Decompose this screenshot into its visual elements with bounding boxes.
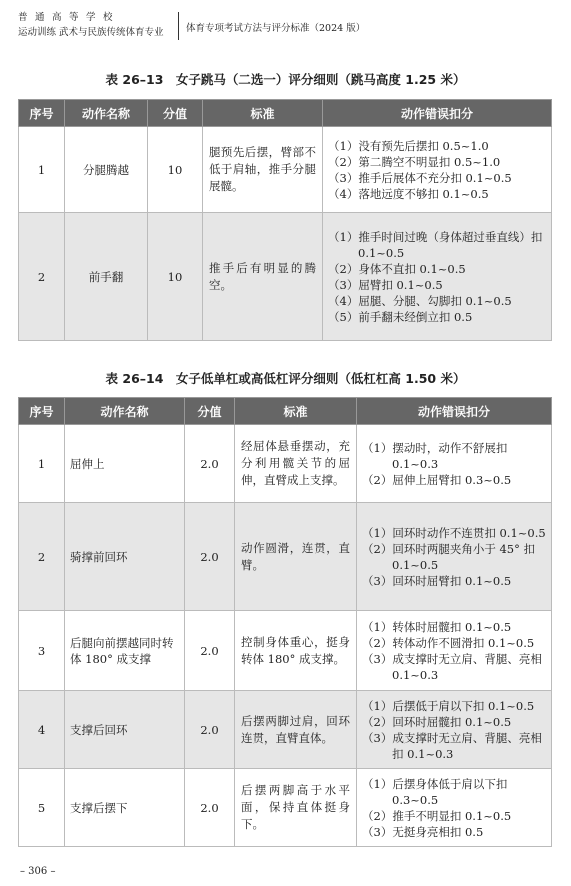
- deduction-item: （3）成支撑时无立肩、背腿、亮相扣 0.1~0.3: [362, 730, 542, 761]
- cell-standard: 控制身体重心，挺身转体 180° 成支撑。: [235, 611, 357, 691]
- cell-name: 支撑后回环: [65, 691, 185, 769]
- table-header-row: [19, 398, 552, 425]
- deduction-item: （2）屈伸上屈臂扣 0.3~0.5: [362, 472, 512, 487]
- table2-caption: 表 26–14 女子低单杠或高低杠评分细则（低杠杠高 1.50 米）: [105, 371, 466, 386]
- cell-standard: 后摆两脚高于水平面，保持直体挺身下。: [235, 769, 357, 847]
- deduction-item: （3）屈臂扣 0.1~0.5: [328, 277, 443, 292]
- cell-no: 2: [19, 213, 65, 341]
- table-vault-scoring: [18, 99, 552, 341]
- deduction-item: （3）回环时屈臂扣 0.1~0.5: [362, 573, 512, 588]
- cell-name: 前手翻: [65, 213, 148, 341]
- deduction-item: （2）转体动作不圆滑扣 0.1~0.5: [362, 635, 535, 650]
- col-header-name: 动作名称: [65, 100, 148, 127]
- deduction-item: （5）前手翻未经倒立扣 0.5: [328, 309, 473, 324]
- cell-name: 分腿腾越: [65, 127, 148, 213]
- col-header-deductions: 动作错误扣分: [357, 398, 552, 425]
- table-row: [19, 769, 552, 847]
- deduction-item: （1）后摆身体低于肩以下扣 0.3~0.5: [362, 776, 508, 807]
- cell-standard: 后摆两脚过肩，回环连贯，直臂直体。: [235, 691, 357, 769]
- deduction-item: （1）摆动时，动作不舒展扣 0.1~0.3: [362, 440, 508, 471]
- header-school: 普通高等学校: [18, 12, 121, 23]
- col-header-standard: 标准: [203, 100, 323, 127]
- header-divider: [178, 12, 179, 40]
- table-row: [19, 127, 552, 213]
- cell-deductions: [323, 213, 552, 341]
- deduction-item: （4）落地远度不够扣 0.1~0.5: [328, 186, 489, 201]
- deduction-item: （1）回环时动作不连贯扣 0.1~0.5: [362, 525, 546, 540]
- cell-score: 2.0: [185, 425, 235, 503]
- deduction-item: （2）第二腾空不明显扣 0.5~1.0: [328, 154, 501, 169]
- cell-no: 2: [19, 503, 65, 611]
- deduction-item: （2）身体不直扣 0.1~0.5: [328, 261, 466, 276]
- cell-score: 2.0: [185, 691, 235, 769]
- col-header-score: 分值: [185, 398, 235, 425]
- cell-standard: 腿预先后摆，臂部不低于肩轴，推手分腿展髋。: [203, 127, 323, 213]
- cell-deductions: [357, 425, 552, 503]
- cell-no: 1: [19, 127, 65, 213]
- table-uneven-bars-scoring: [18, 397, 552, 847]
- cell-score: 2.0: [185, 769, 235, 847]
- deduction-item: （2）回环时两腿夹角小于 45° 扣 0.1~0.5: [362, 541, 536, 572]
- cell-standard: 动作圆滑，连贯，直臂。: [235, 503, 357, 611]
- cell-no: 3: [19, 611, 65, 691]
- cell-deductions: [357, 611, 552, 691]
- cell-standard: 推手后有明显的腾空。: [203, 213, 323, 341]
- deduction-item: （4）屈腿、分腿、勾脚扣 0.1~0.5: [328, 293, 512, 308]
- cell-no: 5: [19, 769, 65, 847]
- cell-score: 10: [148, 213, 203, 341]
- cell-score: 10: [148, 127, 203, 213]
- cell-deductions: [357, 691, 552, 769]
- table-row: [19, 425, 552, 503]
- table-row: [19, 213, 552, 341]
- cell-deductions: [357, 769, 552, 847]
- deduction-item: （1）没有预先后摆扣 0.5~1.0: [328, 138, 489, 153]
- deduction-item: （1）推手时间过晚（身体超过垂直线）扣 0.1~0.5: [328, 229, 543, 260]
- table-row: [19, 611, 552, 691]
- header-left: [18, 10, 164, 40]
- table-row: [19, 691, 552, 769]
- col-header-no: 序号: [19, 100, 65, 127]
- col-header-deductions: 动作错误扣分: [323, 100, 552, 127]
- deduction-item: （2）回环时屈髋扣 0.1~0.5: [362, 714, 512, 729]
- cell-name: 后腿向前摆越同时转体 180° 成支撑: [65, 611, 185, 691]
- page-number: – 306 –: [20, 866, 56, 877]
- table-row: [19, 503, 552, 611]
- header-book-title: 体育专项考试方法与评分标准（2024 版）: [186, 23, 366, 34]
- deduction-item: （1）转体时屈髋扣 0.1~0.5: [362, 619, 512, 634]
- cell-name: 支撑后摆下: [65, 769, 185, 847]
- page-header: [18, 10, 553, 44]
- cell-name: 屈伸上: [65, 425, 185, 503]
- cell-deductions: [323, 127, 552, 213]
- deduction-item: （3）无挺身亮相扣 0.5: [362, 824, 484, 839]
- cell-name: 骑撑前回环: [65, 503, 185, 611]
- col-header-no: 序号: [19, 398, 65, 425]
- col-header-score: 分值: [148, 100, 203, 127]
- cell-no: 4: [19, 691, 65, 769]
- header-major: 运动训练 武术与民族传统体育专业: [18, 27, 164, 38]
- table1-caption: 表 26–13 女子跳马（二选一）评分细则（跳马高度 1.25 米）: [105, 72, 466, 87]
- col-header-standard: 标准: [235, 398, 357, 425]
- table-header-row: [19, 100, 552, 127]
- deduction-item: （3）成支撑时无立肩、背腿、亮相 0.1~0.3: [362, 651, 542, 682]
- deduction-item: （3）推手后展体不充分扣 0.1~0.5: [328, 170, 512, 185]
- cell-score: 2.0: [185, 503, 235, 611]
- deduction-item: （2）推手不明显扣 0.1~0.5: [362, 808, 512, 823]
- cell-deductions: [357, 503, 552, 611]
- cell-standard: 经屈体悬垂摆动，充分利用髋关节的屈伸，直臂成上支撑。: [235, 425, 357, 503]
- deduction-item: （1）后摆低于肩以下扣 0.1~0.5: [362, 698, 535, 713]
- col-header-name: 动作名称: [65, 398, 185, 425]
- cell-score: 2.0: [185, 611, 235, 691]
- cell-no: 1: [19, 425, 65, 503]
